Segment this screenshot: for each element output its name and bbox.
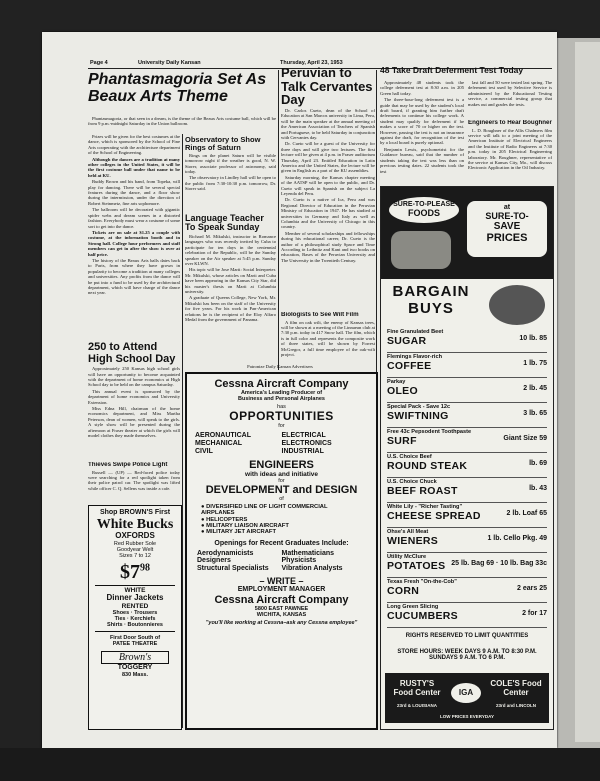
iga-logo: IGA	[451, 683, 481, 703]
grocery-item-price: Giant Size 59	[503, 435, 547, 442]
grocery-item-brand: Flemings Flavor-rich	[387, 354, 443, 360]
grocery-item	[387, 379, 547, 397]
grocery-item	[387, 579, 547, 597]
grocery-ad	[380, 186, 554, 730]
browns-ad	[88, 505, 182, 730]
peruvian-paragraph: Member of several scholarships and fellowships during his educational career, Dr. Cueto is the author of a philosophical study Space and Time According to Leibnitz and Kant and two books on education, Bases of the Peruvian University and The University in the Twentieth Century.	[281, 230, 375, 263]
browns-shop: Shop BROWN'S First	[99, 509, 171, 516]
rings-paragraph: Rings on the planet Saturn will be visible tomorrow night if the weather is good, N. W. Storer, associate professor of astronomy, said today.	[185, 152, 276, 174]
grocery-item-product: CHEESE SPREAD	[387, 510, 481, 522]
grocery-item-brand: Parkay	[387, 379, 406, 385]
cessna-name: Cessna Aircraft Company	[214, 378, 349, 390]
grocery-item	[387, 604, 547, 622]
buys-word: BUYS	[408, 300, 454, 317]
cessna-role: Aerodynamicists	[197, 549, 254, 557]
language-paragraph: His topic will be Jose Marti: Social Interpreter. Mr. Mikulski, whose articles on Marti and Cuba have been appearing in the Kansas City Star, did his master's thesis on Marti at Columbia university.	[185, 267, 276, 294]
grocery-item-product: CUCUMBERS	[387, 610, 458, 622]
grocery-item-divider	[387, 402, 547, 403]
cessna-bullet-text: DIVERSIFIED LINE OF LIGHT COMMERCIAL AIRPLANES	[201, 503, 328, 517]
peruvian-headline: Peruvian to Talk Cervantes Day	[281, 66, 373, 108]
cessna-bullet-text: HELICOPTERS	[206, 516, 248, 523]
peruvian-paragraph: Saturday morning, the Kansas chapter meeting of the AATSP will be open to the public, and Dr. Cueto will speak in Spanish on the subject La Leyenda del Peru.	[281, 174, 375, 197]
grocery-item-price: 2 for 17	[522, 610, 547, 617]
cessna-field: INDUSTRIAL	[281, 447, 324, 455]
grocery-item-brand: Fine Granulated Beet	[387, 329, 444, 335]
high-school-headline: 250 to Attend High School Day	[88, 342, 176, 365]
banner-sure-to: SURE-TO-	[485, 211, 529, 221]
grocery-item	[387, 554, 547, 572]
column-rule	[182, 134, 183, 728]
beaux-arts-headline-block	[88, 72, 276, 116]
peruvian-paragraph: Dr. Cueto is a native of Ica, Peru and was Regional Director of Education in the Peruvian Ministry of Education in 1947. He has studied at universities in Germany and Italy as well as Columbia and the University of Chicago in this country.	[281, 197, 375, 230]
cessna-bullet-text: MILITARY JET AIRCRAFT	[206, 529, 277, 536]
grocery-item-price: 3 lb. 65	[523, 410, 547, 417]
grocery-item-product: CORN	[387, 585, 420, 597]
banner-cloud-right	[467, 201, 547, 257]
browns-toggery: TOGGERY	[117, 664, 153, 672]
grocery-item-divider	[387, 627, 547, 628]
grocery-item-product: SUGAR	[387, 335, 427, 347]
patronize-text: Patronize Daily Kansan Advertisers	[247, 364, 313, 369]
cessna-bullet: ● HELICOPTERS	[201, 516, 248, 523]
grocery-item-brand: Ohse's All Meat	[387, 529, 429, 535]
grocery-item-price: 1 lb. 75	[523, 360, 547, 367]
grocery-item	[387, 404, 547, 422]
piggy-bank-icon	[489, 285, 545, 325]
coles-address: 23rd and LINCOLN	[495, 703, 536, 708]
grocery-item	[387, 479, 547, 497]
grocery-item-price: 2 lb. 45	[523, 385, 547, 392]
grocery-item-price: 1 lb. Cello Pkg. 49	[487, 535, 547, 542]
beaux-arts-lead	[88, 116, 276, 134]
grocery-item	[387, 429, 547, 447]
adjacent-page-edge-light	[575, 42, 600, 742]
cessna-address-2: WICHITA, KANSAS	[256, 612, 307, 619]
language-paragraph: Richard M. Mikulski, instructor in Romance languages who was recently invited by Cuba to participate for ten days in the centennial celebration of the Republic, will be the Sunday speaker on the Air speaker at 5:45 p.m. Sunday over KLWN.	[185, 233, 276, 266]
rights-reserved: RIGHTS RESERVED TO LIMIT QUANTITIES	[405, 633, 529, 639]
cessna-quote: "you'll like working at Cessna–ask any Cessna employee"	[205, 620, 358, 627]
browns-price	[89, 561, 181, 583]
browns-sole: Red Rubber Sole	[113, 540, 157, 547]
peruvian-paragraph: Dr. Cueto will be a guest of the University for three days and will give two lectures. The first lecture will be given at 4 p.m. in Fraser auditorium Thursday, April 23. Entitled Education in Latin America and the United States, the lecture will be given in English as a part of the KU assemblies.	[281, 141, 375, 174]
grocery-item-divider	[387, 527, 547, 528]
draft-paragraph: Approximately 48 students took the college deferment test at 8:30 a.m. in 205 Green hall today.	[380, 80, 464, 96]
browns-sizes: Sizes 7 to 12	[119, 552, 151, 559]
browns-oxfords: OXFORDS	[115, 531, 155, 541]
grocery-item	[387, 354, 547, 372]
browns-rented: RENTED	[121, 602, 149, 610]
cessna-of: of	[279, 495, 284, 502]
cessna-bullet: ● DIVERSIFIED LINE OF LIGHT COMMERCIAL AIRPLANES	[201, 503, 328, 517]
beaux-arts-paragraph: Although the dances are a tradition at many other colleges in the United States, it will be the first costume ball under that name to be held at KU.	[88, 156, 180, 178]
high-school-article	[88, 342, 180, 460]
grocery-item-price: lb. 69	[529, 460, 547, 467]
cessna-fields	[195, 432, 368, 455]
cessna-name-footer: Cessna Aircraft Company	[214, 594, 349, 607]
browns-headline: White Bucks	[96, 516, 174, 532]
beaux-arts-paragraph: Tickets are on sale at $1.25 a couple with costume, at the information booth and in Strong hall. College hour performers and staff members can get in after the show is over at half price.	[88, 229, 180, 257]
cessna-has: has	[277, 404, 286, 411]
biologists-text: A film on oak wilt, the enemy of Kansas trees, will be shown at a meeting of the Linnaean club at 7:30 p.m. today in 417 Snow hall. The film, which is in full color and represents the composite work of three states, will be shown by Forrest McGregor, a full time employee of the oak-wilt project.	[281, 319, 375, 357]
engineers-article	[468, 120, 552, 184]
cessna-engineers: ENGINEERS	[249, 458, 314, 471]
grocery-item-price: 25 lb. Bag 69 · 10 lb. Bag 33c	[451, 560, 547, 567]
cessna-bullet: ● MILITARY LIAISON AIRCRAFT	[201, 523, 289, 530]
cessna-bullet-text: MILITARY LIAISON AIRCRAFT	[206, 523, 289, 530]
cessna-role: Vibration Analysts	[281, 564, 343, 572]
rustys-logo: RUSTY'S Food Center	[393, 679, 441, 697]
peruvian-article	[281, 66, 375, 310]
biologists-headline: Biologists to See Wilt Film	[281, 312, 359, 318]
cessna-tagline-2: Business and Personal Airplanes	[238, 396, 325, 403]
grocery-item	[387, 529, 547, 547]
browns-store-logo: Brown's	[101, 651, 169, 664]
browns-white: WHITE	[124, 587, 146, 595]
browns-extras-3: Shirts · Boutonnieres	[107, 622, 163, 629]
grocery-item-brand: U.S. Choice Beef	[387, 454, 432, 460]
cessna-dev-design: DEVELOPMENT and DESIGN	[205, 483, 358, 496]
cessna-roles	[197, 550, 366, 573]
store-hours-sundays: SUNDAYS 9 A.M. TO 6 P.M.	[428, 655, 506, 661]
cessna-field: AERONAUTICAL	[195, 432, 251, 440]
cessna-write: – WRITE –	[259, 575, 304, 586]
browns-location-2: PATEE THEATRE	[112, 641, 158, 648]
beaux-arts-headline: Phantasmagoria Set As Beaux Arts Theme	[88, 72, 267, 105]
rustys-address: 23rd & LOUISIANA	[396, 703, 437, 708]
shopper-illustration	[391, 231, 451, 269]
cessna-role: Mathematicians	[281, 549, 335, 557]
grocery-item-product: COFFEE	[387, 360, 432, 372]
grocery-item-price: 10 lb. 85	[519, 335, 547, 342]
draft-paragraph: Benjamin Lewis, psychometrist for the Guidance bureau, said that the number of students taking the test was less than on previous testing dates. 22 students took the test	[380, 146, 464, 174]
bargain-title	[381, 283, 481, 317]
rings-article	[185, 136, 276, 210]
grocery-item-divider	[387, 377, 547, 378]
grocery-item-divider	[387, 502, 547, 503]
grocery-item-brand: Texas Fresh "On-the-Cob"	[387, 579, 457, 585]
beaux-arts-paragraph: Buddy Brown and his band, from Topeka, will play for dancing. There will be several special features during the dance, and a floor show during the intermission, under the direction of Robert Steinmetz, fine arts sophomore.	[88, 179, 180, 206]
rings-headline: Observatory to Show Rings of Saturn	[185, 136, 261, 152]
cessna-role: Designers	[197, 557, 231, 565]
engineers-text: L. D. Boughner of the Allis Chalmers film service will talk to a joint meeting of the American Institute of Electrical Engineers and the Institute of Radio Engineers at 7:30 p.m. today in 205 Electrical Engineering laboratory. Mr. Boughner, representative of the service at Kansas City, Mo., will discuss Electronic Application in the Oil Industry.	[468, 127, 552, 171]
thieves-text: Russell — (UP) — Red-faced police today were searching for a red spotlight taken from their police patrol car. The spotlight was lifted while officer C. Q. Sellens was inside a cafe.	[88, 469, 180, 491]
grocery-item-product: BEEF ROAST	[387, 485, 458, 497]
page-number: Page 4	[90, 60, 108, 66]
high-school-paragraph: Approximately 250 Kansas high school girls will have an opportunity to become acquainted with the department of home economics at High School day to be held on the campus Saturday.	[88, 366, 180, 388]
cessna-with: with ideas and initiative	[245, 470, 318, 478]
language-headline: Language Teacher To Speak Sunday	[185, 214, 264, 233]
draft-body-col2	[468, 80, 552, 118]
cessna-bullets	[201, 504, 362, 536]
cessna-role: Physicists	[281, 557, 317, 565]
grocery-item-brand: White Lily - "Richer Tasting"	[387, 504, 463, 510]
grocery-item-divider	[387, 477, 547, 478]
browns-welt: Goodyear Welt	[116, 546, 154, 553]
grocery-item-brand: U.S. Choice Chuck	[387, 479, 437, 485]
grocery-item-product: POTATOES	[387, 560, 446, 572]
cessna-address-1: 5800 EAST PAWNEE	[254, 606, 309, 613]
banner-foods: FOODS	[407, 208, 440, 218]
cessna-ad	[185, 372, 378, 730]
draft-paragraph: last fall and 50 were tested last spring. The deferment test used by Selective Service is administered by the Educational Testing service, a commercial testing group that makes out and grades the tests.	[468, 80, 552, 107]
grocery-item-divider	[387, 552, 547, 553]
cessna-bullet: ● MILITARY JET AIRCRAFT	[201, 529, 277, 536]
grocery-item-price: lb. 43	[529, 485, 547, 492]
issue-date: Thursday, April 23, 1953	[280, 60, 343, 66]
bargain-word: BARGAIN	[392, 283, 470, 300]
cessna-tagline-1: America's Leading Producer of	[240, 390, 323, 397]
cessna-for: for	[278, 423, 285, 430]
engineers-headline: Engineers to Hear Boughner	[468, 120, 552, 126]
cessna-field: ELECTRONICS	[281, 440, 332, 448]
low-prices: LOW PRICES EVERYDAY	[440, 714, 494, 719]
browns-divider	[95, 631, 175, 632]
draft-headline: 48 Take Draft Deferment Test Today	[380, 66, 524, 75]
store-hours	[381, 649, 553, 661]
high-school-paragraph: Miss Edna Hill, chairman of the home economics department, and Miss Martha Peterson, dean of women, will speak to the girls. A style show will be presented during the afternoon at Fraser theater at which the girls will model clothes they made themselves.	[88, 405, 180, 438]
grocery-item	[387, 454, 547, 472]
grocery-item-product: SURF	[387, 435, 417, 447]
thieves-headline: Thieves Swipe Police Light	[88, 462, 168, 468]
grocery-item-divider	[387, 352, 547, 353]
grocery-item-brand: Free 43c Pepsodent Toothpaste	[387, 429, 472, 435]
grocery-item-divider	[387, 602, 547, 603]
draft-body	[380, 80, 464, 184]
browns-price-dollars: $7	[120, 561, 140, 584]
draft-paragraph: The three-hour-long deferment test is a guide that may be used by the student's local draft board, if granting him further draft deferments to continue his college work. A student may qualify for deferment if he makes a score of 70 or higher on the test. However, passing the test is not an insurance against the draft, for recognition of the test by a local board is purely optional.	[380, 97, 464, 146]
store-hours-weekdays: STORE HOURS: WEEK DAYS 9 A.M. TO 8:30 P.M.	[397, 649, 537, 655]
beaux-arts-paragraph: Prizes will be given for the best costumes at the dance, which is sponsored by the School of Fine Arts cooperating with the architecture department of the School of Engineering.	[88, 134, 180, 156]
grocery-item-brand: Special Pack - Save 12c	[387, 404, 451, 410]
language-paragraph: A graduate of Queens College, New York, Mr. Mikulski has been on the staff of the University for five years. For his work in Pan-American relations he is the recipient of the Eloy Alfaro Medal from the government of Panama.	[185, 295, 276, 322]
banner-sure-to-please: SURE-TO-PLEASE	[393, 201, 455, 208]
banner-save: SAVE	[493, 221, 521, 232]
grocery-item-divider	[387, 427, 547, 428]
beaux-arts-paragraph: Phantasmagoria, or that seen in a dream, is the theme of the Beaux Arts costume ball, which will be from 9 p.m.-midnight Saturday in the Union ballroom.	[88, 116, 276, 127]
cessna-opportunities: OPPORTUNITIES	[229, 409, 334, 424]
scan-background	[0, 748, 600, 781]
grocery-item-price: 2 lb. Loaf 65	[506, 510, 547, 517]
store-logos	[385, 673, 549, 723]
draft-headline-block	[380, 66, 552, 78]
biologists-article	[281, 312, 375, 368]
column-rule	[278, 70, 279, 370]
high-school-paragraph: This annual event is sponsored by the department of home economics and University Extension.	[88, 388, 180, 405]
grocery-item-product: OLEO	[387, 385, 418, 397]
banner-prices: PRICES	[486, 232, 528, 244]
browns-extras-1: Shoes · Trousers	[112, 610, 158, 617]
grocery-item-brand: Long Green Slicing	[387, 604, 439, 610]
language-article	[185, 214, 276, 364]
cessna-field: CIVIL	[195, 447, 213, 455]
grocery-item-price: 2 ears 25	[517, 585, 547, 592]
beaux-arts-paragraph: The ballroom will be decorated with gigantic spider webs and dream scenes in a distorted fashion. Everybody must wear a costume of some sort to get into the dance.	[88, 207, 180, 229]
grocery-item	[387, 504, 547, 522]
grocery-banner	[381, 187, 553, 279]
paper-name: University Daily Kansan	[138, 60, 201, 66]
browns-divider	[95, 585, 175, 586]
browns-address: 830 Mass.	[122, 672, 148, 679]
browns-extras-2: Ties · Kerchiefs	[114, 616, 156, 623]
browns-price-cents: 98	[140, 562, 150, 574]
cessna-openings: Openings for Recent Graduates Include:	[214, 539, 349, 547]
cessna-employment-manager: EMPLOYMENT MANAGER	[237, 586, 326, 594]
cessna-role: Structural Specialists	[197, 564, 269, 572]
grocery-item	[387, 329, 547, 347]
beaux-arts-paragraph: The history of the Beaux Arts balls dates back to Paris, from where they have grown in popularity to become a tradition at many colleges and universities. Any profits from the dance will be put into a fund to be used by the architectural department, which will have charge of the dance next year.	[88, 257, 180, 296]
cessna-for-2: for	[278, 477, 285, 484]
grocery-item-divider	[387, 577, 547, 578]
banner-cloud-left	[389, 197, 459, 223]
grocery-item-brand: Utility McClure	[387, 554, 427, 560]
thieves-article	[88, 462, 180, 502]
browns-location-1: First Door South of	[109, 635, 161, 642]
grocery-item-product: SWIFTNING	[387, 410, 449, 422]
grocery-item-product: WIENERS	[387, 535, 439, 547]
browns-dinner: Dinner Jackets	[106, 593, 164, 603]
rings-paragraph: The observatory in Lindley hall will be open to the public from 7:30-10:30 p.m. tomorrow, Dr. Storer said.	[185, 175, 276, 192]
cessna-field: MECHANICAL	[195, 440, 243, 448]
grocery-item-product: ROUND STEAK	[387, 460, 468, 472]
beaux-arts-body	[88, 134, 180, 340]
peruvian-paragraph: Dr. Carlos Cueto, dean of the School of Education at San Marcos university in Lima, Peru, will be the main speaker at the annual meeting of the American Association of Teachers of Spanish and Portuguese, to be held Saturday in conjunction with Cervantes day.	[281, 107, 375, 140]
grocery-item-divider	[387, 452, 547, 453]
coles-logo: COLE'S Food Center	[490, 679, 542, 697]
banner-at: at	[503, 204, 511, 211]
cessna-field: ELECTRICAL	[281, 432, 326, 440]
